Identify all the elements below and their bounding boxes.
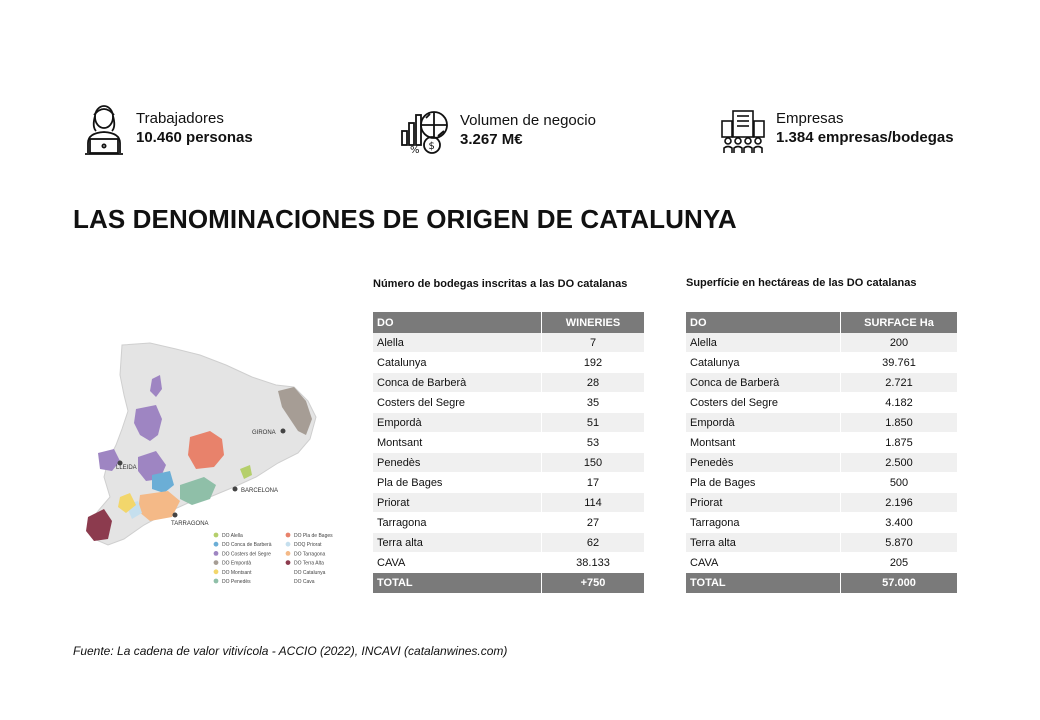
legend-label: DO Montsant: [222, 569, 252, 576]
stat-value: 1.384 empresas/bodegas: [776, 129, 954, 146]
legend-label: DO Conca de Barberà: [222, 542, 272, 549]
table-row: [686, 533, 958, 553]
cell-value: 1.850: [841, 413, 958, 433]
wineries-table-caption: Número de bodegas inscritas a las DO catalanas: [373, 278, 628, 290]
city-tarragona-dot: [173, 513, 178, 518]
table-row: [686, 433, 958, 453]
legend-swatch: [286, 533, 291, 538]
cell-value: 62: [542, 533, 645, 553]
stat-label: Volumen de negocio: [460, 112, 596, 129]
cell-value: 7: [542, 333, 645, 353]
cell-do-name: Pla de Bages: [686, 473, 841, 493]
cell-value: 51: [542, 413, 645, 433]
cell-value: 3.400: [841, 513, 958, 533]
column-header-wineries: WINERIES: [542, 312, 645, 333]
column-header-do: DO: [686, 312, 841, 333]
page-title: LAS DENOMINACIONES DE ORIGEN DE CATALUNYA: [73, 204, 737, 234]
legend-label: DO Terra Alta: [294, 560, 324, 567]
cell-value: 205: [841, 553, 958, 573]
table-row: [686, 473, 958, 493]
city-barcelona-dot: [233, 487, 238, 492]
cell-do-name: CAVA: [373, 553, 542, 573]
legend-label: DO Costers del Segre: [222, 551, 271, 558]
column-header-surface: SURFACE Ha: [841, 312, 958, 333]
stat-value: 3.267 M€: [460, 131, 523, 148]
stat-workers: [82, 101, 253, 157]
cell-do-name: Conca de Barberà: [373, 373, 542, 393]
table-row: [373, 553, 645, 573]
cell-do-name: Tarragona: [686, 513, 841, 533]
legend-swatch: [214, 551, 219, 556]
cell-value: 2.196: [841, 493, 958, 513]
table-row: [373, 473, 645, 493]
table-row: [686, 513, 958, 533]
legend-label: DO Cava: [294, 579, 315, 585]
city-girona-dot: [281, 429, 286, 434]
legend-swatch: [214, 560, 219, 565]
cell-do-name: Costers del Segre: [686, 393, 841, 413]
city-label: GIRONA: [252, 430, 276, 436]
table-total-row: [373, 573, 645, 594]
city-label: BARCELONA: [241, 488, 279, 494]
legend-swatch: [214, 579, 219, 584]
cell-value: 500: [841, 473, 958, 493]
table-row: [373, 393, 645, 413]
cell-value: 17: [542, 473, 645, 493]
catalonia-do-map: [80, 335, 345, 595]
cell-value: 27: [542, 513, 645, 533]
cell-do-name: Penedès: [686, 453, 841, 473]
legend-label: DOQ Priorat: [294, 542, 322, 549]
cell-value: 38.133: [542, 553, 645, 573]
table-row: [373, 433, 645, 453]
cell-value: 150: [542, 453, 645, 473]
cell-value: 200: [841, 333, 958, 353]
cell-value: 4.182: [841, 393, 958, 413]
legend-swatch: [286, 560, 291, 565]
total-value: 57.000: [841, 573, 958, 594]
cell-do-name: Conca de Barberà: [686, 373, 841, 393]
legend-swatch: [214, 569, 219, 574]
table-row: [373, 333, 645, 353]
cell-do-name: Costers del Segre: [373, 393, 542, 413]
cell-do-name: Empordà: [686, 413, 841, 433]
cell-do-name: Pla de Bages: [373, 473, 542, 493]
legend-swatch: [286, 542, 291, 547]
table-row: [373, 373, 645, 393]
cell-do-name: Penedès: [373, 453, 542, 473]
cell-do-name: Alella: [373, 333, 542, 353]
stat-label: Trabajadores: [136, 110, 224, 127]
stat-label: Empresas: [776, 110, 844, 127]
city-label: LLEIDA: [116, 465, 137, 471]
map-legend: [214, 533, 334, 585]
table-row: [686, 373, 958, 393]
total-label: TOTAL: [686, 573, 841, 594]
table-row: [686, 393, 958, 413]
legend-label: DO Pla de Bages: [294, 533, 333, 539]
cell-do-name: Empordà: [373, 413, 542, 433]
svg-text:$: $: [428, 141, 435, 152]
cell-do-name: Tarragona: [373, 513, 542, 533]
building-people-icon: [720, 109, 766, 155]
cell-do-name: Alella: [686, 333, 841, 353]
cell-do-name: Montsant: [373, 433, 542, 453]
city-label: TARRAGONA: [171, 521, 209, 527]
table-row: [686, 453, 958, 473]
legend-label: DO Empordà: [222, 560, 252, 567]
table-row: [373, 453, 645, 473]
cell-do-name: CAVA: [686, 553, 841, 573]
cell-do-name: Catalunya: [686, 353, 841, 373]
stat-turnover: [400, 109, 596, 155]
total-label: TOTAL: [373, 573, 542, 594]
table-row: [686, 493, 958, 513]
legend-label: DO Catalunya: [294, 569, 326, 576]
table-row: [686, 353, 958, 373]
surface-table: [686, 312, 958, 594]
table-row: [373, 353, 645, 373]
cell-value: 53: [542, 433, 645, 453]
cell-do-name: Terra alta: [373, 533, 542, 553]
cell-value: 5.870: [841, 533, 958, 553]
stat-value: 10.460 personas: [136, 129, 253, 146]
cell-value: 28: [542, 373, 645, 393]
cell-do-name: Catalunya: [373, 353, 542, 373]
cell-value: 39.761: [841, 353, 958, 373]
legend-swatch: [286, 551, 291, 556]
table-row: [686, 413, 958, 433]
worker-laptop-icon: [82, 101, 126, 157]
table-row: [373, 533, 645, 553]
table-row: [373, 493, 645, 513]
table-total-row: [686, 573, 958, 594]
stat-companies: [720, 109, 954, 155]
cell-value: 35: [542, 393, 645, 413]
cell-value: 114: [542, 493, 645, 513]
cell-value: 2.500: [841, 453, 958, 473]
cell-do-name: Montsant: [686, 433, 841, 453]
table-row: [373, 413, 645, 433]
table-row: [373, 513, 645, 533]
legend-label: DO Alella: [222, 533, 243, 539]
total-value: +750: [542, 573, 645, 594]
legend-label: DO Tarragona: [294, 551, 326, 558]
surface-table-caption: Superfície en hectáreas de las DO catalanas: [686, 277, 917, 289]
cell-do-name: Priorat: [373, 493, 542, 513]
svg-text:%: %: [410, 145, 420, 155]
wineries-table: [373, 312, 645, 594]
cell-value: 2.721: [841, 373, 958, 393]
cell-do-name: Priorat: [686, 493, 841, 513]
legend-swatch: [214, 533, 219, 538]
cell-do-name: Terra alta: [686, 533, 841, 553]
business-chart-icon: [400, 109, 450, 155]
table-row: [686, 553, 958, 573]
table-row: [686, 333, 958, 353]
cell-value: 192: [542, 353, 645, 373]
column-header-do: DO: [373, 312, 542, 333]
source-note: Fuente: La cadena de valor vitivícola - ACCIO (2022), INCAVI (catalanwines.com): [73, 644, 508, 658]
cell-value: 1.875: [841, 433, 958, 453]
legend-label: DO Penedès: [222, 579, 251, 585]
legend-swatch: [214, 542, 219, 547]
